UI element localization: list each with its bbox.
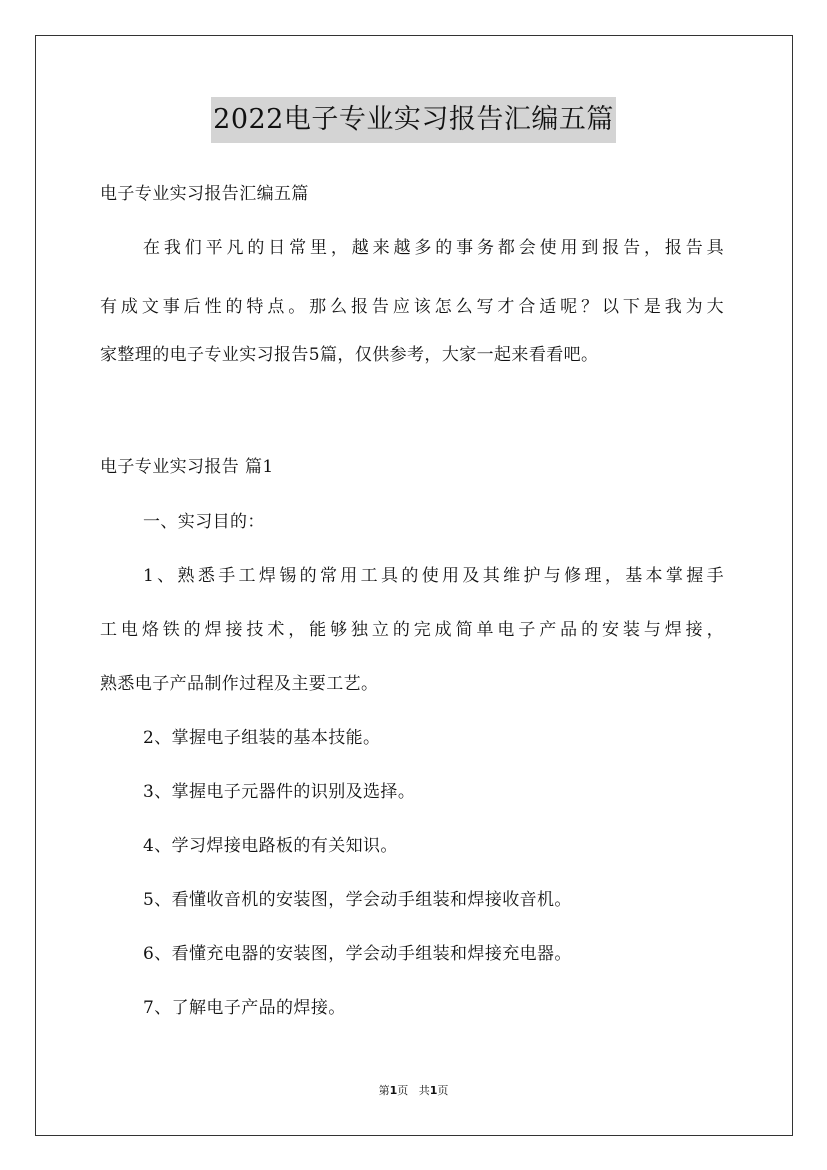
item-4: 4、学习焊接电路板的有关知识。 — [143, 836, 398, 856]
intro-line-1: 在我们平凡的日常里，越来越多的事务都会使用到报告，报告具 — [143, 238, 724, 258]
footer-page-number: 1 — [389, 1084, 398, 1097]
purpose-heading: 一、实习目的： — [143, 512, 265, 532]
footer-total-prefix: 共 — [418, 1084, 430, 1097]
page-footer — [0, 1083, 827, 1099]
item-1-line-1: 1、熟悉手工焊锡的常用工具的使用及其维护与修理，基本掌握手 — [143, 566, 724, 586]
item-1-line-2: 工电烙铁的焊接技术，能够独立的完成简单电子产品的安装与焊接， — [100, 620, 724, 640]
document-title — [0, 97, 827, 143]
item-6: 6、看懂充电器的安装图，学会动手组装和焊接充电器。 — [143, 944, 572, 964]
footer-total-number: 1 — [429, 1084, 438, 1097]
item-7: 7、了解电子产品的焊接。 — [143, 998, 346, 1018]
item-1-line-3: 熟悉电子产品制作过程及主要工艺。 — [100, 674, 379, 694]
item-2: 2、掌握电子组装的基本技能。 — [143, 728, 381, 748]
item-3: 3、掌握电子元器件的识别及选择。 — [143, 782, 416, 802]
document-title-text: 2022电子专业实习报告汇编五篇 — [211, 97, 616, 143]
section-heading: 电子专业实习报告 篇1 — [100, 457, 274, 477]
item-5: 5、看懂收音机的安装图，学会动手组装和焊接收音机。 — [143, 890, 572, 910]
footer-total-suffix: 页 — [437, 1084, 449, 1097]
intro-line-2: 有成文事后性的特点。那么报告应该怎么写才合适呢？以下是我为大 — [100, 297, 724, 317]
intro-line-3: 家整理的电子专业实习报告5篇，仅供参考，大家一起来看看吧。 — [100, 345, 599, 365]
footer-page-suffix: 页 — [397, 1084, 409, 1097]
footer-page-prefix: 第 — [378, 1084, 390, 1097]
document-subtitle: 电子专业实习报告汇编五篇 — [100, 184, 309, 204]
